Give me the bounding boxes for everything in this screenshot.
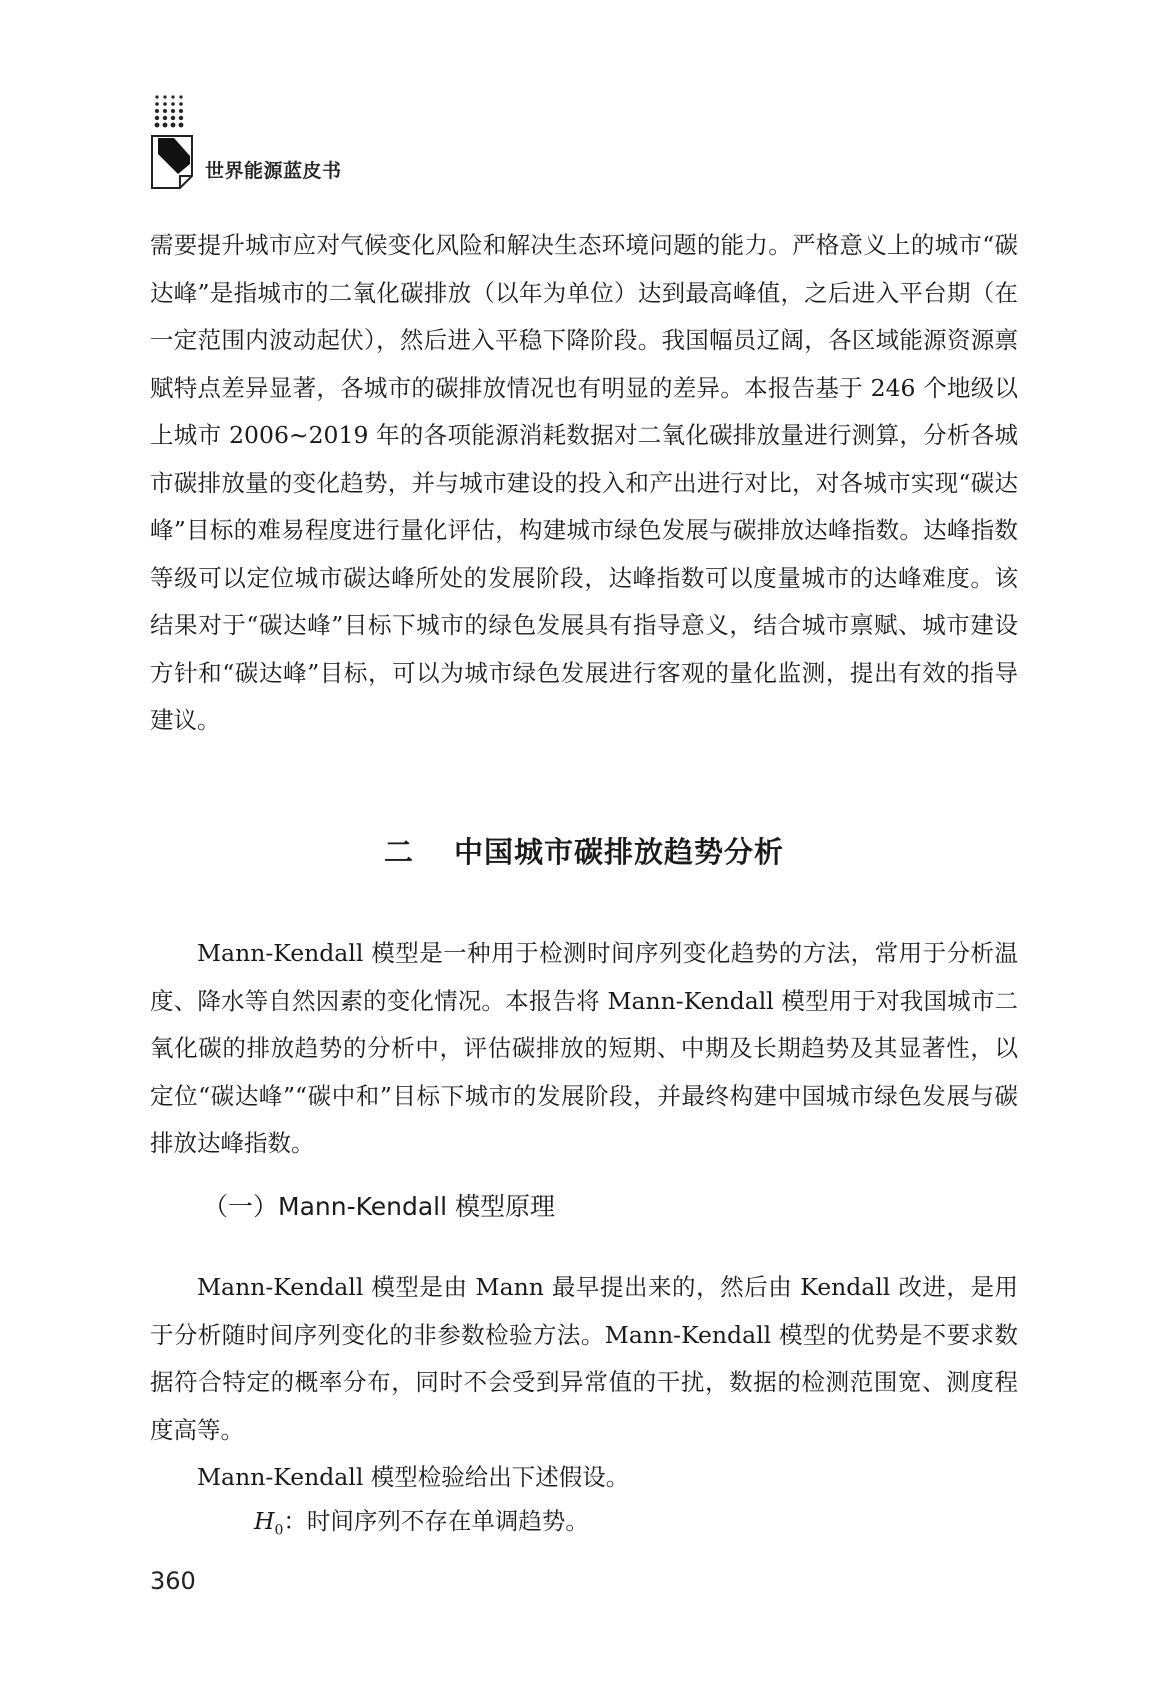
section-heading <box>150 830 1018 871</box>
subsection-heading: （一）Mann-Kendall 模型原理 <box>203 1192 556 1221</box>
intro-paragraph-block <box>150 222 1018 745</box>
section-number: 二 <box>383 835 414 869</box>
intro-paragraph: 需要提升城市应对气候变化风险和解决生态环境问题的能力。严格意义上的城市“碳达峰”是指城市的二氧化碳排放（以年为单位）达到最高峰值，之后进入平台期（在一定范围内波动起伏），然后进入平稳下降阶段。我国幅员辽阔，各区域能源资源禀赋特点差异显著，各城市的碳排放情况也有明显的差异。本报告基于 246 个地级以上城市 2006~2019 年的各项能源消耗数据对二氧化碳排放量进行测算，分析各城市碳排放量的变化趋势，并与城市建设的投入和产出进行对比，对各城市实现“碳达峰”目标的难易程度进行量化评估，构建城市绿色发展与碳排放达峰指数。达峰指数等级可以定位城市碳达峰所处的发展阶段，达峰指数可以度量城市的达峰难度。该结果对于“碳达峰”目标下城市的绿色发展具有指导意义，结合城市禀赋、城市建设方针和“碳达峰”目标，可以为城市绿色发展进行客观的量化监测，提出有效的指导建议。 <box>150 231 1018 734</box>
bookmark-page-icon <box>150 134 196 190</box>
hypothesis-subscript: 0 <box>274 1522 284 1539</box>
subsection-paragraph-1: Mann-Kendall 模型是由 Mann 最早提出来的，然后由 Kendall 改进，是用于分析随时间序列变化的非参数检验方法。Mann-Kendall 模型的优势是不要求数据符合特定的概率分布，同时不会受到异常值的干扰，数据的检测范围宽、测度程度高等。 <box>150 1273 1018 1444</box>
section-paragraph-block <box>150 930 1018 1168</box>
page-number: 360 <box>150 1567 196 1595</box>
subsection-paragraph-2: Mann-Kendall 模型检验给出下述假设。 <box>197 1463 630 1491</box>
series-title: 世界能源蓝皮书 <box>205 160 342 182</box>
page-header <box>150 94 450 194</box>
hypothesis-variable: H <box>254 1507 275 1535</box>
subsection-paragraph-block <box>150 1264 1018 1502</box>
hypothesis-text: ：时间序列不存在单调趋势。 <box>283 1507 589 1535</box>
section-title: 中国城市碳排放趋势分析 <box>454 835 785 869</box>
dot-grid-icon <box>154 94 190 134</box>
hypothesis-h0 <box>254 1498 589 1555</box>
section-paragraph: Mann-Kendall 模型是一种用于检测时间序列变化趋势的方法，常用于分析温度、降水等自然因素的变化情况。本报告将 Mann-Kendall 模型用于对我国城市二氧化碳的排放趋势的分析中，评估碳排放的短期、中期及长期趋势及其显著性，以定位“碳达峰”“碳中和”目标下城市的发展阶段，并最终构建中国城市绿色发展与碳排放达峰指数。 <box>150 939 1018 1157</box>
